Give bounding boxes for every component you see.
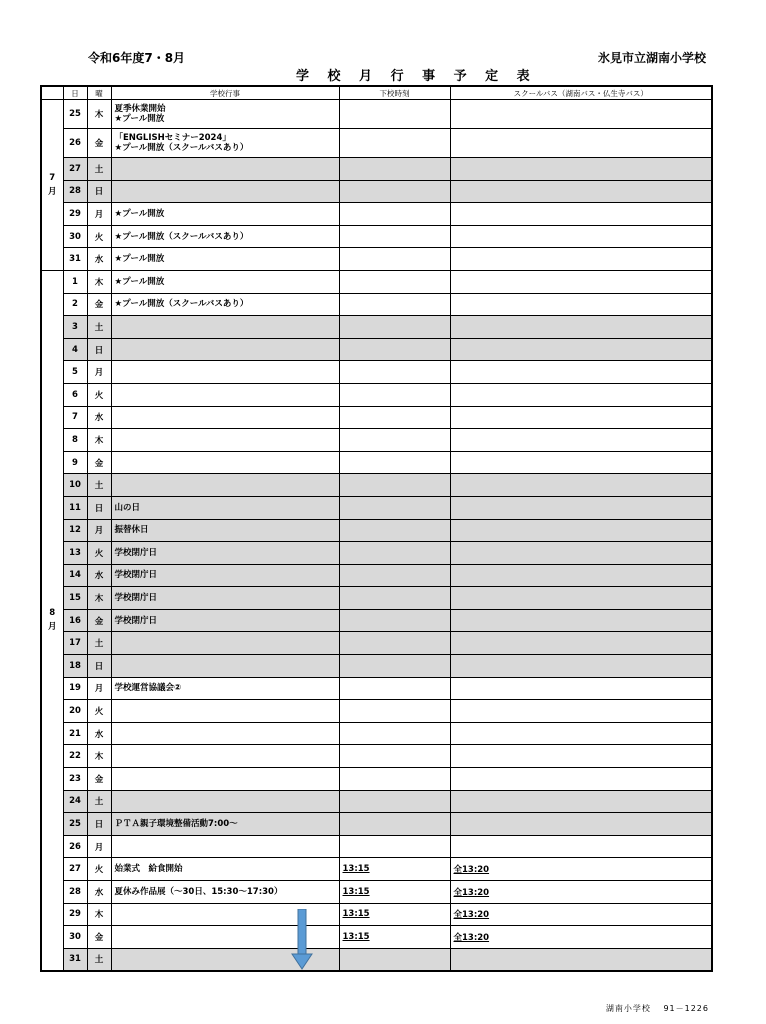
table-row <box>41 903 712 926</box>
month-label: 7 月 <box>41 100 63 271</box>
weekday-cell: 金 <box>87 451 111 474</box>
day-cell: 25 <box>63 813 87 836</box>
event-cell: ★プール開放 <box>111 248 339 271</box>
dismissal-time-cell <box>339 948 450 971</box>
event-cell: ＰＴＡ親子環境整備活動7:00～ <box>111 813 339 836</box>
table-row <box>41 632 712 655</box>
event-cell <box>111 722 339 745</box>
day-cell: 26 <box>63 129 87 158</box>
weekday-cell: 木 <box>87 903 111 926</box>
event-cell: 夏季休業開始 ★プール開放 <box>111 100 339 129</box>
down-arrow-icon <box>291 909 313 971</box>
day-cell: 20 <box>63 700 87 723</box>
bus-time-cell <box>450 180 712 203</box>
dismissal-time-cell <box>339 722 450 745</box>
bus-time-cell <box>450 316 712 339</box>
bus-time-cell <box>450 270 712 293</box>
weekday-cell: 水 <box>87 881 111 904</box>
weekday-cell: 月 <box>87 361 111 384</box>
event-cell: ★プール開放（スクールバスあり） <box>111 225 339 248</box>
bus-time-cell: 全13:20 <box>450 903 712 926</box>
table-row <box>41 858 712 881</box>
day-cell: 24 <box>63 790 87 813</box>
weekday-cell: 火 <box>87 858 111 881</box>
event-cell: 振替休日 <box>111 519 339 542</box>
weekday-cell: 金 <box>87 293 111 316</box>
bus-time-cell <box>450 203 712 226</box>
table-row <box>41 700 712 723</box>
event-cell <box>111 768 339 791</box>
bus-time-cell <box>450 293 712 316</box>
event-cell: 始業式 給食開始 <box>111 858 339 881</box>
school-year-period: 令和6年度7・8月 <box>88 51 186 65</box>
table-row <box>41 542 712 565</box>
dismissal-time-cell <box>339 316 450 339</box>
bus-time-cell <box>450 587 712 610</box>
table-row <box>41 519 712 542</box>
event-cell <box>111 383 339 406</box>
bus-time-cell <box>450 361 712 384</box>
day-cell: 31 <box>63 248 87 271</box>
dismissal-time-cell <box>339 768 450 791</box>
bus-time-cell <box>450 383 712 406</box>
dismissal-time-cell <box>339 587 450 610</box>
weekday-cell: 金 <box>87 768 111 791</box>
day-cell: 30 <box>63 926 87 949</box>
table-row <box>41 813 712 836</box>
dismissal-time-cell <box>339 429 450 452</box>
schedule-body <box>41 100 712 971</box>
bus-time-cell: 全13:20 <box>450 881 712 904</box>
dismissal-time-cell <box>339 293 450 316</box>
weekday-cell: 木 <box>87 270 111 293</box>
bus-time-cell <box>450 564 712 587</box>
event-cell: 学校運営協議会② <box>111 677 339 700</box>
table-row <box>41 270 712 293</box>
dismissal-time-cell <box>339 655 450 678</box>
table-row <box>41 722 712 745</box>
weekday-cell: 土 <box>87 632 111 655</box>
day-cell: 28 <box>63 180 87 203</box>
event-cell: 学校閉庁日 <box>111 542 339 565</box>
dismissal-time-cell <box>339 203 450 226</box>
day-cell: 31 <box>63 948 87 971</box>
weekday-cell: 日 <box>87 813 111 836</box>
table-row <box>41 129 712 158</box>
table-row <box>41 293 712 316</box>
event-cell <box>111 361 339 384</box>
weekday-cell: 火 <box>87 700 111 723</box>
bus-column-header: スクールバス（湖南バス・仏生寺バス） <box>450 86 712 100</box>
event-cell: ★プール開放 <box>111 270 339 293</box>
dismissal-time-cell <box>339 609 450 632</box>
dismissal-time-cell <box>339 270 450 293</box>
weekday-cell: 金 <box>87 129 111 158</box>
bus-time-cell <box>450 225 712 248</box>
event-cell <box>111 700 339 723</box>
day-cell: 16 <box>63 609 87 632</box>
table-row <box>41 316 712 339</box>
bus-time-cell <box>450 496 712 519</box>
bus-time-cell: 全13:20 <box>450 858 712 881</box>
weekday-cell: 土 <box>87 474 111 497</box>
dismissal-time-cell <box>339 406 450 429</box>
day-cell: 13 <box>63 542 87 565</box>
dismissal-time-cell <box>339 383 450 406</box>
day-cell: 25 <box>63 100 87 129</box>
bus-time-cell <box>450 948 712 971</box>
day-cell: 3 <box>63 316 87 339</box>
table-row <box>41 496 712 519</box>
table-row <box>41 100 712 129</box>
dismissal-time-cell <box>339 632 450 655</box>
weekday-cell: 日 <box>87 338 111 361</box>
dismissal-time-cell: 13:15 <box>339 903 450 926</box>
day-cell: 14 <box>63 564 87 587</box>
dismissal-time-cell <box>339 225 450 248</box>
table-row <box>41 587 712 610</box>
day-cell: 8 <box>63 429 87 452</box>
weekday-cell: 水 <box>87 406 111 429</box>
weekday-cell: 水 <box>87 248 111 271</box>
dismissal-time-cell <box>339 835 450 858</box>
day-cell: 22 <box>63 745 87 768</box>
bus-time-cell <box>450 100 712 129</box>
bus-time-cell <box>450 745 712 768</box>
bus-time-cell <box>450 129 712 158</box>
day-cell: 11 <box>63 496 87 519</box>
dismissal-time-cell <box>339 361 450 384</box>
table-row <box>41 655 712 678</box>
dismissal-time-cell <box>339 519 450 542</box>
dismissal-time-cell: 13:15 <box>339 858 450 881</box>
day-cell: 7 <box>63 406 87 429</box>
weekday-cell: 月 <box>87 203 111 226</box>
day-cell: 30 <box>63 225 87 248</box>
day-cell: 28 <box>63 881 87 904</box>
dismissal-column-header: 下校時刻 <box>339 86 450 100</box>
day-column-header: 日 <box>63 86 87 100</box>
month-label: 8 月 <box>41 270 63 970</box>
event-cell: 学校閉庁日 <box>111 609 339 632</box>
day-cell: 23 <box>63 768 87 791</box>
day-cell: 10 <box>63 474 87 497</box>
day-cell: 5 <box>63 361 87 384</box>
table-row <box>41 225 712 248</box>
page-title: 学 校 月 行 事 予 定 表 <box>296 69 537 84</box>
table-row <box>41 383 712 406</box>
weekday-cell: 水 <box>87 564 111 587</box>
bus-time-cell <box>450 406 712 429</box>
table-row <box>41 835 712 858</box>
event-cell: 夏休み作品展（～30日、15:30～17:30） <box>111 881 339 904</box>
weekday-cell: 月 <box>87 519 111 542</box>
day-cell: 21 <box>63 722 87 745</box>
dismissal-time-cell <box>339 129 450 158</box>
bus-time-cell <box>450 542 712 565</box>
table-row <box>41 745 712 768</box>
event-cell <box>111 406 339 429</box>
bus-time-cell <box>450 474 712 497</box>
table-row <box>41 564 712 587</box>
day-cell: 18 <box>63 655 87 678</box>
event-cell <box>111 835 339 858</box>
day-cell: 9 <box>63 451 87 474</box>
weekday-cell: 日 <box>87 496 111 519</box>
weekday-cell: 月 <box>87 835 111 858</box>
bus-time-cell <box>450 813 712 836</box>
weekday-cell: 水 <box>87 722 111 745</box>
weekday-cell: 日 <box>87 180 111 203</box>
event-cell: 「ENGLISHセミナー2024」 ★プール開放（スクールバスあり） <box>111 129 339 158</box>
table-row <box>41 609 712 632</box>
dismissal-time-cell <box>339 100 450 129</box>
weekday-cell: 金 <box>87 926 111 949</box>
footer-contact: 湖南小学校 91－1226 <box>605 1004 709 1013</box>
weekday-cell: 木 <box>87 587 111 610</box>
table-row <box>41 790 712 813</box>
day-cell: 2 <box>63 293 87 316</box>
bus-time-cell <box>450 655 712 678</box>
day-cell: 1 <box>63 270 87 293</box>
event-cell <box>111 474 339 497</box>
dismissal-time-cell <box>339 813 450 836</box>
table-row <box>41 948 712 971</box>
table-row <box>41 248 712 271</box>
weekday-cell: 日 <box>87 655 111 678</box>
bus-time-cell <box>450 248 712 271</box>
weekday-cell: 木 <box>87 100 111 129</box>
event-column-header: 学校行事 <box>111 86 339 100</box>
event-cell <box>111 429 339 452</box>
day-cell: 4 <box>63 338 87 361</box>
school-name: 氷見市立湖南小学校 <box>597 51 706 65</box>
dismissal-time-cell <box>339 451 450 474</box>
bus-time-cell <box>450 700 712 723</box>
event-cell <box>111 632 339 655</box>
table-row <box>41 677 712 700</box>
table-row <box>41 451 712 474</box>
table-row <box>41 338 712 361</box>
month-column-header <box>41 86 63 100</box>
day-cell: 12 <box>63 519 87 542</box>
weekday-cell: 土 <box>87 790 111 813</box>
table-row <box>41 361 712 384</box>
event-cell: 山の日 <box>111 496 339 519</box>
event-cell <box>111 451 339 474</box>
event-cell: 学校閉庁日 <box>111 587 339 610</box>
weekday-cell: 土 <box>87 158 111 181</box>
table-row <box>41 429 712 452</box>
bus-time-cell <box>450 519 712 542</box>
day-cell: 27 <box>63 158 87 181</box>
weekday-cell: 火 <box>87 542 111 565</box>
weekday-cell: 火 <box>87 383 111 406</box>
event-cell <box>111 655 339 678</box>
dismissal-time-cell <box>339 248 450 271</box>
dismissal-time-cell: 13:15 <box>339 926 450 949</box>
day-cell: 6 <box>63 383 87 406</box>
day-cell: 15 <box>63 587 87 610</box>
table-row <box>41 768 712 791</box>
dismissal-time-cell <box>339 677 450 700</box>
event-cell: ★プール開放 <box>111 203 339 226</box>
table-row <box>41 474 712 497</box>
event-cell <box>111 180 339 203</box>
table-row <box>41 926 712 949</box>
dismissal-time-cell <box>339 496 450 519</box>
dismissal-time-cell <box>339 790 450 813</box>
weekday-cell: 金 <box>87 609 111 632</box>
dismissal-time-cell <box>339 745 450 768</box>
dismissal-time-cell <box>339 564 450 587</box>
event-cell <box>111 790 339 813</box>
day-cell: 29 <box>63 903 87 926</box>
day-cell: 29 <box>63 203 87 226</box>
weekday-cell: 火 <box>87 225 111 248</box>
day-cell: 27 <box>63 858 87 881</box>
dismissal-time-cell <box>339 180 450 203</box>
weekday-cell: 土 <box>87 948 111 971</box>
header-row <box>41 86 712 100</box>
dismissal-time-cell <box>339 474 450 497</box>
table-row <box>41 406 712 429</box>
table-row <box>41 180 712 203</box>
bus-time-cell <box>450 429 712 452</box>
event-cell <box>111 338 339 361</box>
bus-time-cell <box>450 768 712 791</box>
weekday-cell: 木 <box>87 429 111 452</box>
bus-time-cell <box>450 451 712 474</box>
weekday-cell: 月 <box>87 677 111 700</box>
bus-time-cell <box>450 338 712 361</box>
bus-time-cell <box>450 609 712 632</box>
event-cell <box>111 158 339 181</box>
event-cell <box>111 316 339 339</box>
day-cell: 17 <box>63 632 87 655</box>
bus-time-cell <box>450 790 712 813</box>
dismissal-time-cell: 13:15 <box>339 881 450 904</box>
event-cell: 学校閉庁日 <box>111 564 339 587</box>
bus-time-cell <box>450 835 712 858</box>
table-row <box>41 203 712 226</box>
weekday-column-header: 曜 <box>87 86 111 100</box>
dismissal-time-cell <box>339 700 450 723</box>
bus-time-cell <box>450 632 712 655</box>
table-row <box>41 158 712 181</box>
dismissal-time-cell <box>339 542 450 565</box>
bus-time-cell: 全13:20 <box>450 926 712 949</box>
dismissal-time-cell <box>339 338 450 361</box>
event-cell <box>111 745 339 768</box>
dismissal-time-cell <box>339 158 450 181</box>
bus-time-cell <box>450 722 712 745</box>
bus-time-cell <box>450 677 712 700</box>
bus-time-cell <box>450 158 712 181</box>
event-cell: ★プール開放（スクールバスあり） <box>111 293 339 316</box>
day-cell: 26 <box>63 835 87 858</box>
weekday-cell: 土 <box>87 316 111 339</box>
weekday-cell: 木 <box>87 745 111 768</box>
day-cell: 19 <box>63 677 87 700</box>
table-row <box>41 881 712 904</box>
schedule-table <box>40 85 713 972</box>
